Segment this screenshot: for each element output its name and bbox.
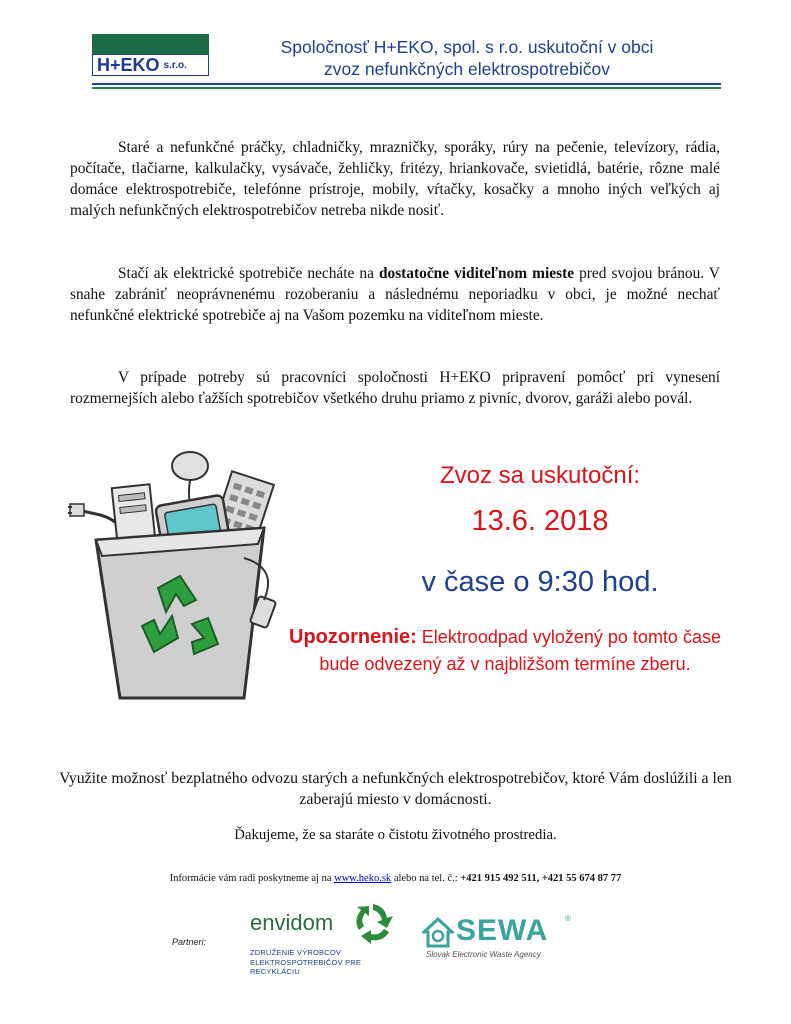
title-line-2: zvoz nefunkčných elektrospotrebičov: [324, 59, 610, 79]
logo-brand-text: H+EKO: [97, 54, 160, 75]
recycle-bin-electronics-icon: [68, 448, 283, 703]
heko-logo: [92, 34, 209, 76]
free-pickup-offer: Využite možnosť bezplatného odvozu starých a nefunkčných elektrospotrebičov, ktoré Vám doslúžili a len zaberajú miesto v domácnosti.: [59, 770, 732, 808]
title-line-1: Spoločnosť H+EKO, spol. s r.o. uskutoční v obci: [280, 37, 654, 57]
paragraph-placement: [70, 263, 720, 326]
paragraph2-after: pred svojou bránou. V snahe zabrániť neoprávnenému rozoberaniu a následnému neporiadku v obci, je možné nechať nefunkčné elektrické spotrebiče aj na Vašom pozemku na viditeľnom mieste.: [70, 265, 720, 325]
sewa-logo: [422, 912, 572, 967]
contact-middle: alebo na tel. č.:: [391, 873, 461, 884]
header-divider-blue: [92, 83, 721, 85]
header-divider-green: [92, 87, 721, 89]
envidom-subtitle-2: ELEKTROSPOTREBIČOV PRE RECYKLÁCIU: [250, 958, 362, 976]
contact-prefix: Informácie vám radi poskytneme aj na: [169, 873, 335, 884]
warning-text: Elektroodpad vyložený po tomto čase bude odvezený až v najbližšom termíne zberu.: [319, 627, 721, 674]
sewa-subtitle: Slovak Electronic Waste Agency: [426, 950, 541, 959]
recycle-icon: [353, 902, 395, 944]
page-title: [222, 36, 712, 80]
paragraph-appliances: Staré a nefunkčné práčky, chladničky, mrazničky, sporáky, rúry na pečenie, televízory, rádia, počítače, tlačiarne, kalkulačky, vysávače, žehličky, fritézy, hriankovače, svietidlá, batérie, rôzne malé domáce elektrospotrebiče, telefónne prístroje, mobily, vŕtačky, kosačky a mnoho iných veľkých aj malých nefunkčných elektrospotrebičov netreba nikde nosiť.: [70, 139, 720, 220]
paragraph-assistance: V prípade potreby sú pracovníci spoločnosti H+EKO pripravení pomôcť pri vynesení rozmernejších alebo ťažších spotrebičov všetkého druhu priamo z pivníc, dvorov, garáži alebo povál.: [70, 369, 720, 408]
event-date: 13.6. 2018: [471, 505, 609, 537]
partners-label: Partneri:: [172, 937, 207, 947]
event-heading: Zvoz sa uskutoční:: [439, 462, 641, 489]
website-link[interactable]: www.heko.sk: [334, 873, 392, 884]
envidom-name: envidom: [250, 910, 334, 935]
warning-label: Upozornenie:: [289, 626, 417, 648]
contact-phones: +421 915 492 511, +421 55 674 87 77: [460, 873, 622, 884]
sewa-name: SEWA: [456, 914, 549, 947]
house-icon: [422, 916, 454, 948]
paragraph2-bold: dostatočne viditeľnom mieste: [378, 265, 575, 283]
paragraph2-before: Stačí ak elektrické spotrebiče necháte na: [118, 265, 379, 283]
thanks-message: Ďakujeme, že sa staráte o čistotu životného prostredia.: [234, 827, 557, 843]
logo-green-band: [92, 34, 209, 54]
event-time: v čase o 9:30 hod.: [421, 566, 659, 598]
logo-text-box: [92, 54, 209, 76]
envidom-subtitle-1: ZDRUŽENIE VÝROBCOV: [250, 948, 342, 957]
logo-suffix-text: s.r.o.: [163, 59, 187, 71]
warning-notice: [285, 624, 725, 678]
envidom-logo: [250, 900, 410, 976]
contact-info: [40, 873, 751, 884]
sewa-registered-mark: ®: [565, 914, 571, 923]
